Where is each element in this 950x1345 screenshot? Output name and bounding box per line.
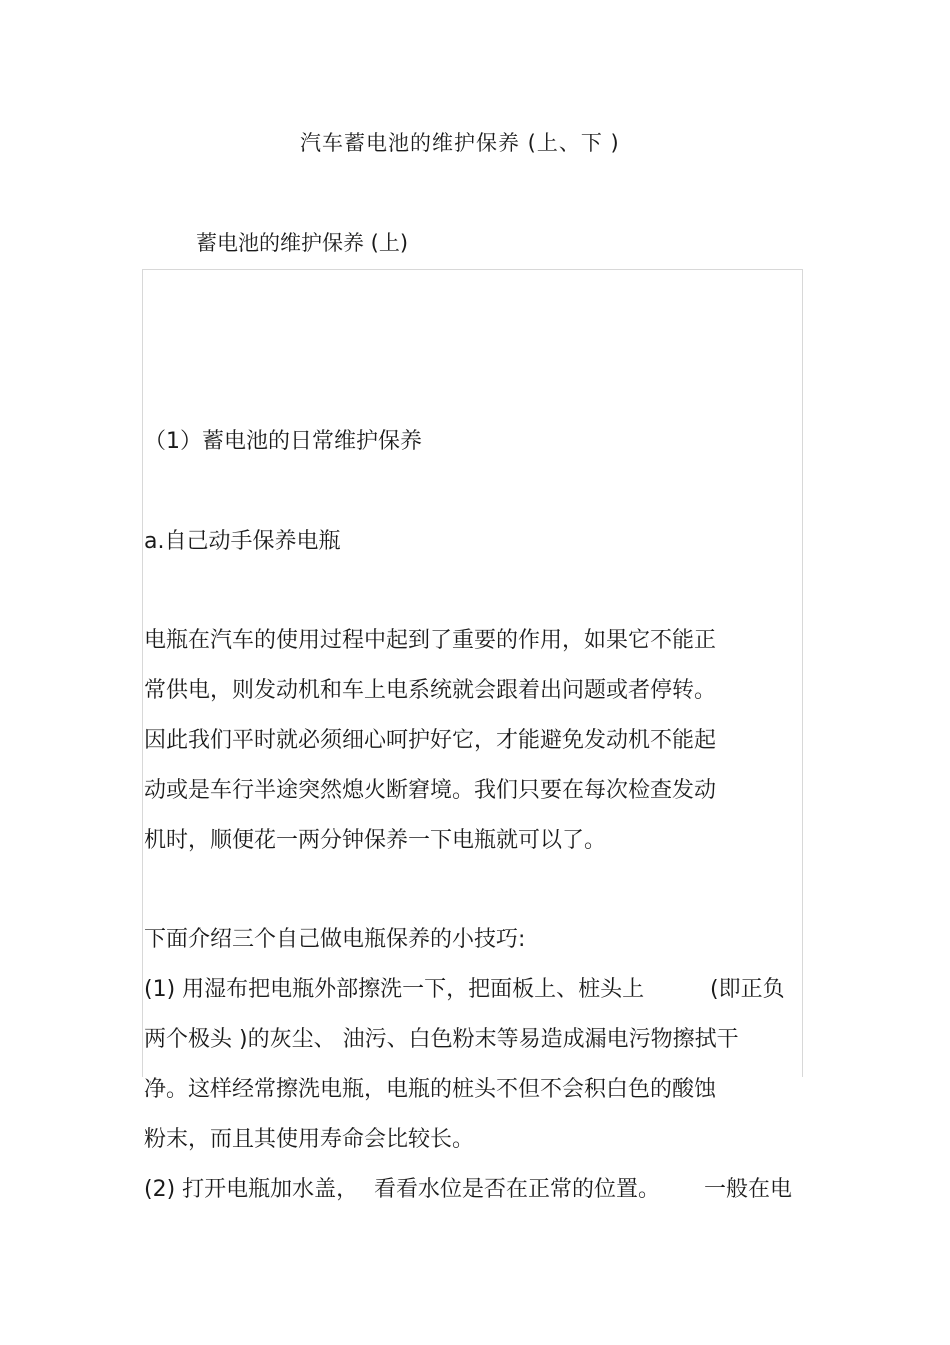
paragraph-line: 常供电，则发动机和车上电系统就会跟着出问题或者停转。	[144, 678, 717, 703]
tips-intro: 下面介绍三个自己做电瓶保养的小技巧:	[144, 927, 526, 952]
content-frame-border	[142, 269, 803, 1077]
tip-2-part: (2) 打开电瓶加水盖，	[144, 1177, 359, 1202]
paragraph-line: 动或是车行半途突然熄火断窘境。我们只要在每次检查发动	[144, 778, 717, 803]
tip-2-part: 一般在电	[704, 1177, 793, 1202]
document-title: 汽车蓄电池的维护保养 (上、下 )	[300, 131, 620, 155]
paragraph-line: 电瓶在汽车的使用过程中起到了重要的作用，如果它不能正	[144, 628, 717, 653]
tip-1-line: 粉末，而且其使用寿命会比较长。	[144, 1127, 475, 1152]
paragraph-line: 机时，顺便花一两分钟保养一下电瓶就可以了。	[144, 828, 607, 853]
tip-1-line-end: (即正负	[710, 977, 785, 1002]
tip-1-line: 两个极头 )的灰尘、 油污、白色粉末等易造成漏电污物擦拭干	[144, 1027, 739, 1052]
tip-1-line: 净。这样经常擦洗电瓶，电瓶的桩头不但不会积白色的酸蚀	[144, 1077, 717, 1102]
subsection-heading: （1）蓄电池的日常维护保养	[144, 429, 422, 454]
paragraph-line: 因此我们平时就必须细心呵护好它，才能避免发动机不能起	[144, 728, 717, 753]
tip-2-part: 看看水位是否在正常的位置。	[374, 1177, 661, 1202]
tip-1-line: (1) 用湿布把电瓶外部擦洗一下，把面板上、桩头上	[144, 977, 645, 1002]
section-title: 蓄电池的维护保养 (上)	[196, 231, 409, 255]
subheading-a: a.自己动手保养电瓶	[144, 529, 341, 554]
